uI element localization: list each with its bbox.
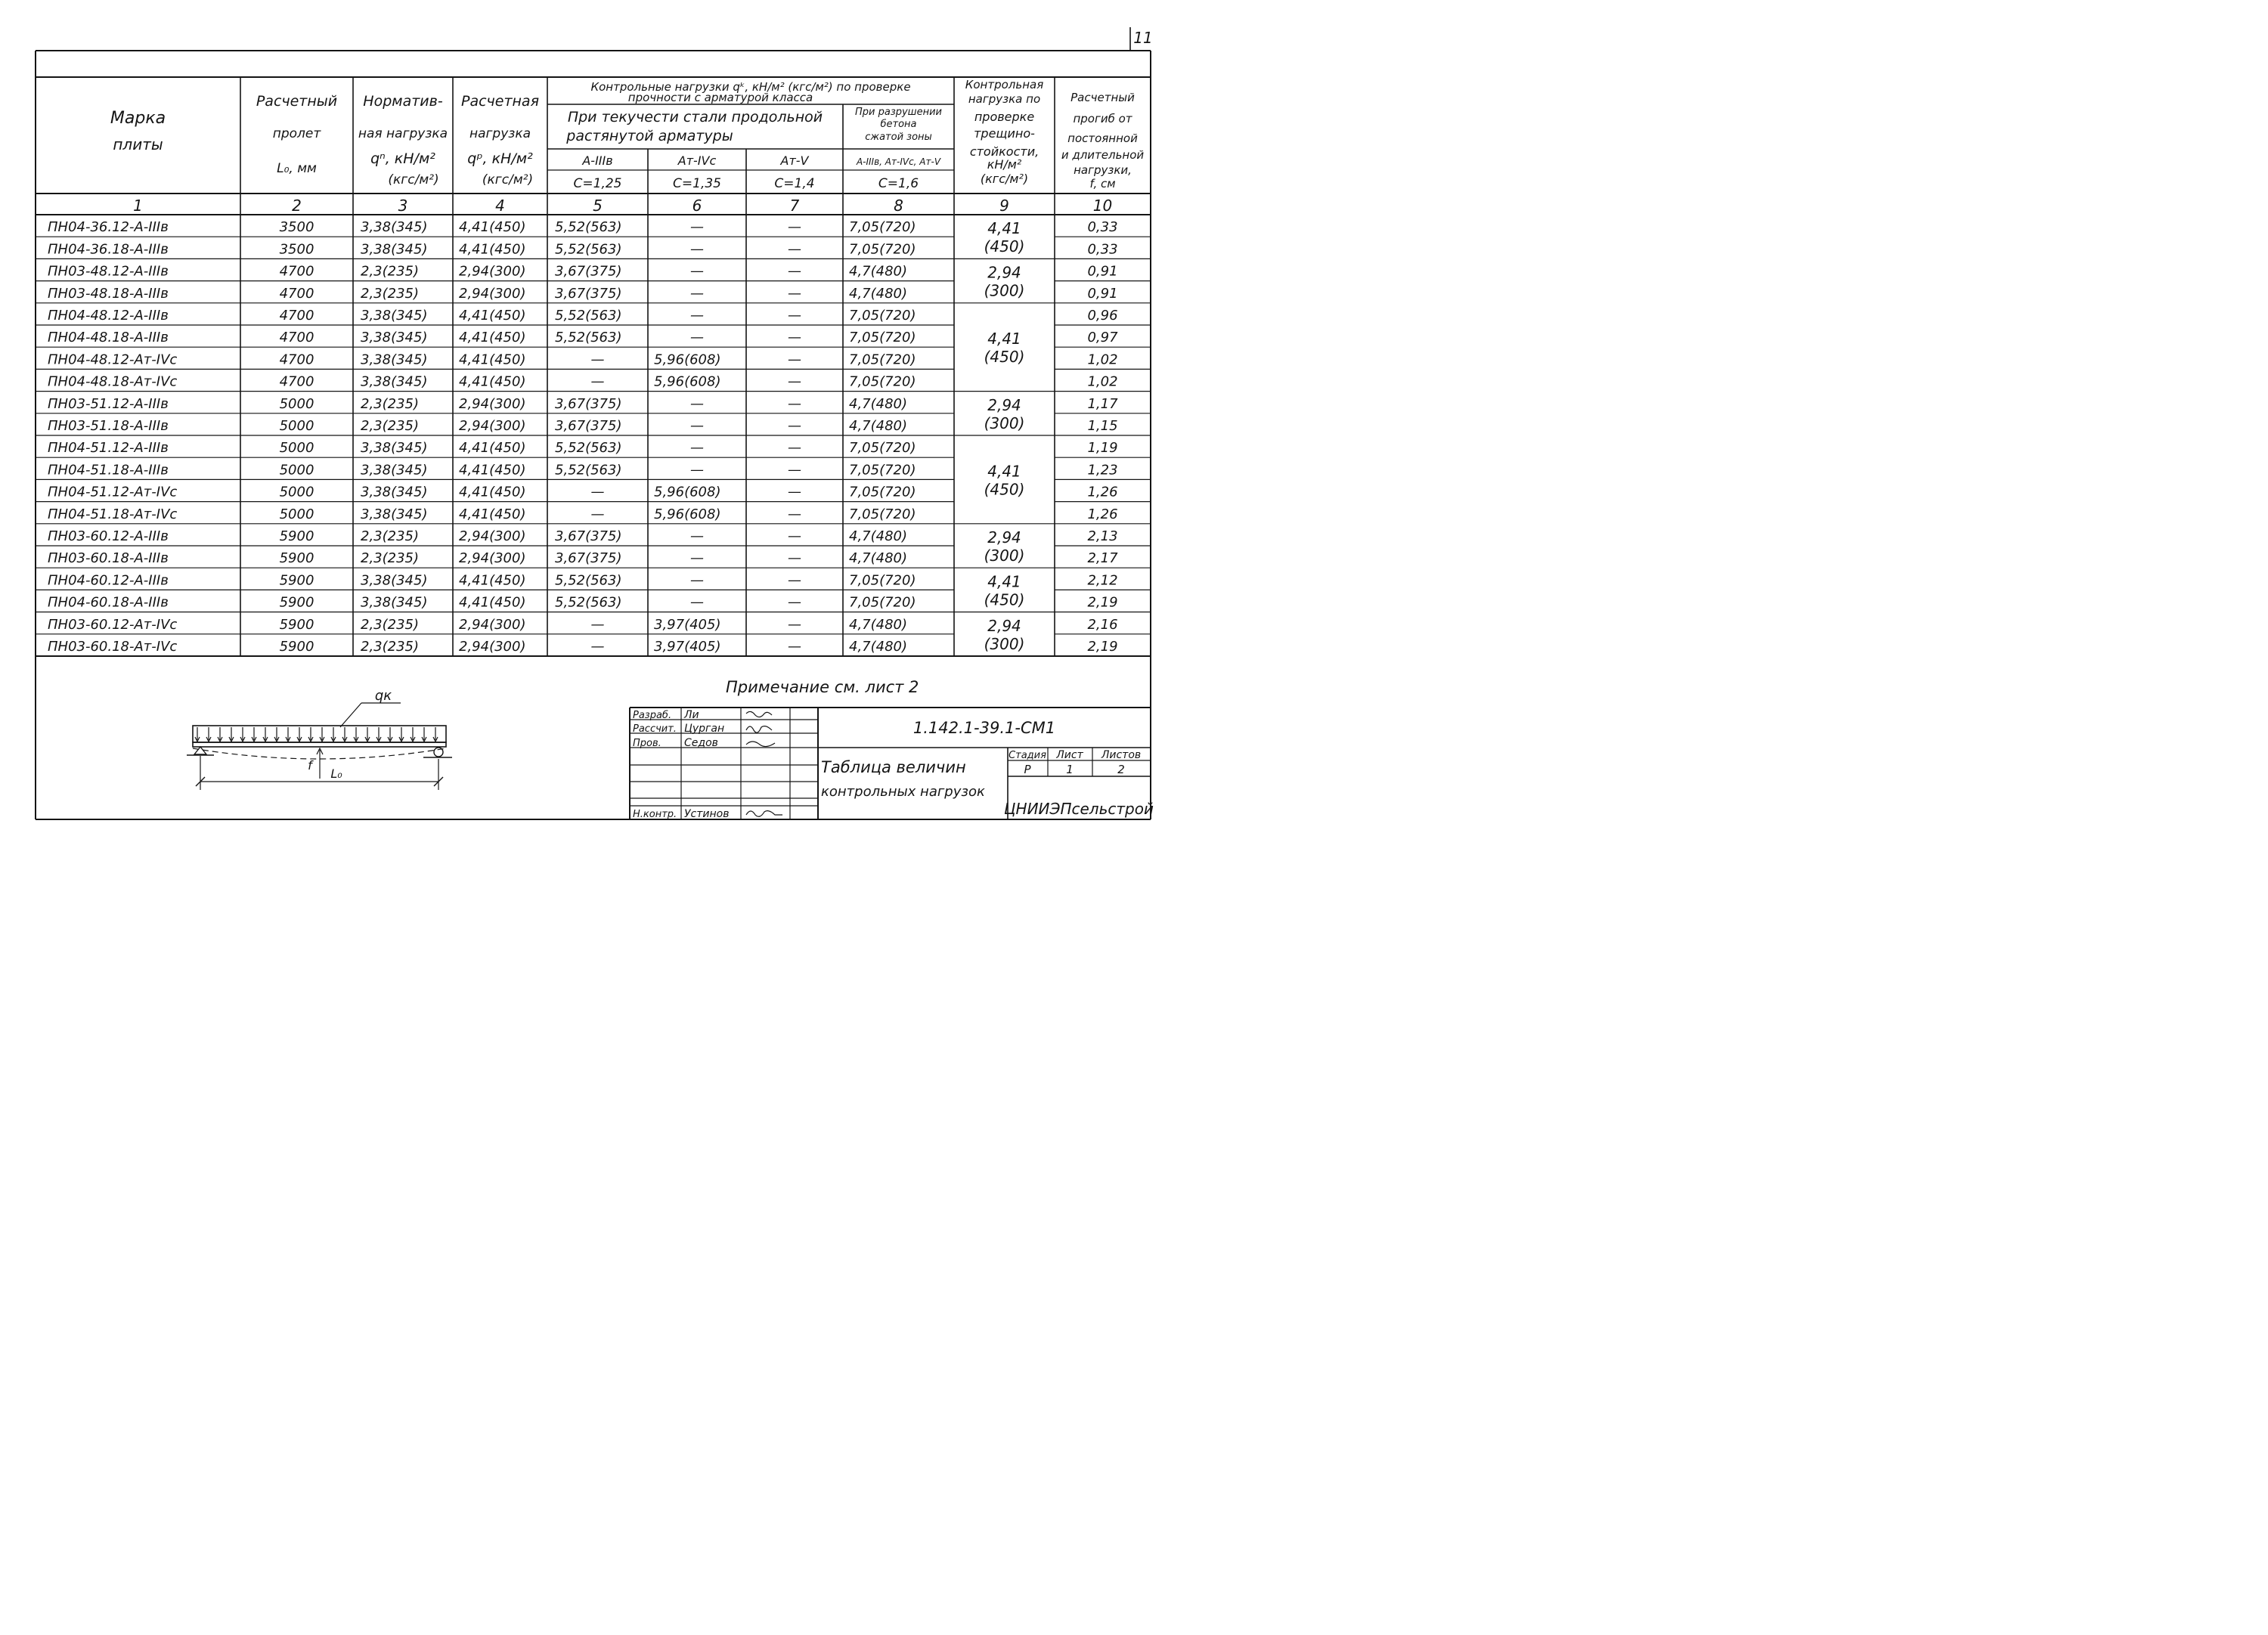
column-number: 5 — [593, 197, 603, 215]
span-value: 5000 — [279, 506, 314, 522]
plate-mark: ПН03-60.18-А-IIIв — [48, 550, 169, 567]
design-load: 4,41(450) — [459, 330, 526, 346]
header-text: Норматив- — [363, 93, 443, 110]
header-text: Ат-V — [780, 153, 809, 168]
header-text: проверке — [974, 110, 1035, 124]
header-text: При текучести стали продольной — [567, 109, 823, 125]
control-load-at4: — — [690, 263, 704, 280]
control-load-a3: — — [590, 373, 605, 390]
span-value: 3500 — [279, 219, 314, 236]
drawing-sheet — [0, 0, 1185, 854]
roller-support — [434, 748, 443, 757]
control-load-crush: 4,7(480) — [849, 550, 908, 567]
column-number: 6 — [692, 197, 702, 215]
design-load: 4,41(450) — [459, 440, 526, 457]
span-value: 5000 — [279, 395, 314, 412]
span-label: L₀ — [330, 766, 342, 781]
control-load-at5: — — [788, 395, 801, 412]
normative-load: 3,38(345) — [361, 330, 428, 346]
plate-mark: ПН04-51.18-А-IIIв — [48, 462, 169, 478]
control-load-at5: — — [788, 219, 801, 236]
span-value: 5900 — [279, 594, 314, 611]
header-text: плиты — [113, 135, 163, 153]
stamp-role: Н.контр. — [633, 809, 677, 820]
header-text: Расчетный — [256, 93, 338, 110]
control-load-at4: 3,97(405) — [654, 639, 721, 655]
beam — [193, 742, 446, 747]
control-load-at5: — — [788, 285, 801, 302]
load-table — [0, 0, 1185, 854]
design-load: 2,94(300) — [459, 395, 526, 412]
crack-load-value: 2,94 — [987, 395, 1021, 414]
crack-load-value: 4,41 — [987, 462, 1021, 481]
control-load-at5: — — [788, 308, 801, 324]
plate-mark: ПН04-48.18-Ат-IVс — [48, 373, 178, 390]
load-label: qк — [374, 688, 392, 704]
header-text: (кгс/м²) — [980, 172, 1029, 186]
plate-mark: ПН03-60.12-А-IIIв — [48, 528, 169, 544]
deflection-value: 2,13 — [1087, 528, 1118, 544]
stage-value: Р — [1024, 763, 1031, 776]
control-load-at5: — — [788, 528, 801, 544]
span-value: 4700 — [279, 351, 314, 368]
crack-load-unit: (450) — [984, 480, 1025, 499]
header-text: При разрушении — [855, 107, 942, 118]
deflection-value: 1,23 — [1087, 462, 1118, 478]
control-load-at5: — — [788, 440, 801, 457]
crack-load-unit: (300) — [984, 413, 1025, 432]
control-load-crush: 7,05(720) — [849, 308, 916, 324]
control-load-crush: 7,05(720) — [849, 572, 916, 589]
control-load-at5: — — [788, 373, 801, 390]
control-load-a3: — — [590, 639, 605, 655]
span-value: 4700 — [279, 285, 314, 302]
crack-load-unit: (450) — [984, 348, 1025, 367]
control-load-crush: 7,05(720) — [849, 440, 916, 457]
design-load: 4,41(450) — [459, 572, 526, 589]
deflection-value: 0,33 — [1087, 241, 1118, 258]
plate-mark: ПН04-51.12-Ат-IVс — [48, 484, 178, 500]
normative-load: 3,38(345) — [361, 440, 428, 457]
normative-load: 3,38(345) — [361, 241, 428, 258]
crack-load-unit: (300) — [984, 281, 1025, 300]
control-load-at4: — — [690, 241, 704, 258]
column-number: 1 — [133, 197, 143, 215]
doc-title: контрольных нагрузок — [821, 784, 985, 800]
sheet-number: 11 — [1133, 29, 1153, 47]
column-number: 3 — [398, 197, 408, 215]
control-load-at5: — — [788, 263, 801, 280]
control-load-a3: 5,52(563) — [555, 219, 622, 236]
crack-load-value: 4,41 — [987, 330, 1021, 348]
control-load-a3: 5,52(563) — [555, 572, 622, 589]
crack-load-value: 2,94 — [987, 616, 1021, 635]
plate-mark: ПН04-60.12-А-IIIв — [48, 572, 169, 589]
normative-load: 3,38(345) — [361, 308, 428, 324]
crack-load-unit: (300) — [984, 634, 1025, 653]
span-value: 3500 — [279, 241, 314, 258]
header-text: нагрузки, — [1074, 163, 1132, 177]
crack-load-unit: (450) — [984, 237, 1025, 256]
control-load-a3: 5,52(563) — [555, 594, 622, 611]
span-value: 5900 — [279, 528, 314, 544]
column-number: 10 — [1092, 197, 1113, 215]
control-load-at5: — — [788, 616, 801, 633]
control-load-at5: — — [788, 484, 801, 500]
control-load-crush: 7,05(720) — [849, 484, 916, 500]
plate-mark: ПН03-51.18-А-IIIв — [48, 418, 169, 434]
plate-mark: ПН04-51.18-Ат-IVс — [48, 506, 178, 522]
header-text: трещино- — [974, 126, 1035, 141]
span-value: 4700 — [279, 373, 314, 390]
crack-load-unit: (300) — [984, 547, 1025, 565]
design-load: 4,41(450) — [459, 308, 526, 324]
deflection-value: 0,91 — [1087, 263, 1118, 280]
control-load-crush: 4,7(480) — [849, 395, 908, 412]
control-load-at4: — — [690, 572, 704, 589]
span-value: 5900 — [279, 616, 314, 633]
control-load-a3: — — [590, 351, 605, 368]
plate-mark: ПН03-48.18-А-IIIв — [48, 285, 169, 302]
control-load-at4: 3,97(405) — [654, 616, 721, 633]
doc-title: Таблица величин — [821, 758, 966, 776]
control-load-a3: 3,67(375) — [555, 528, 622, 544]
control-load-a3: 3,67(375) — [555, 395, 622, 412]
header-text: Ат-IVс — [677, 153, 717, 168]
deflection-value: 1,02 — [1087, 373, 1118, 390]
column-number: 9 — [999, 197, 1009, 215]
header-text: qⁿ, кН/м² — [370, 150, 435, 167]
column-number: 7 — [789, 197, 800, 215]
design-load: 2,94(300) — [459, 263, 526, 280]
control-load-a3: 5,52(563) — [555, 462, 622, 478]
crack-load-value: 4,41 — [987, 572, 1021, 591]
span-value: 5900 — [279, 572, 314, 589]
control-load-a3: 5,52(563) — [555, 440, 622, 457]
control-load-a3: 3,67(375) — [555, 418, 622, 434]
header-text: Расчетная — [460, 93, 540, 110]
crack-load-value: 2,94 — [987, 263, 1021, 282]
control-load-at5: — — [788, 418, 801, 434]
control-load-a3: 3,67(375) — [555, 285, 622, 302]
control-load-at5: — — [788, 550, 801, 567]
normative-load: 3,38(345) — [361, 351, 428, 368]
deflection-label: f — [308, 758, 312, 773]
stage-header: Стадия — [1009, 750, 1046, 761]
control-load-at4: — — [690, 594, 704, 611]
header-text: (кгс/м²) — [482, 172, 534, 187]
control-load-at5: — — [788, 330, 801, 346]
stamp-name: Ли — [684, 709, 699, 721]
header-text: С=1,6 — [878, 176, 919, 191]
header-text: нагрузка — [469, 126, 531, 141]
header-text: нагрузка по — [968, 92, 1041, 106]
header-text: С=1,35 — [673, 176, 721, 191]
control-load-a3: 5,52(563) — [555, 241, 622, 258]
deflection-value: 0,97 — [1087, 330, 1118, 346]
plate-mark: ПН04-36.12-А-IIIв — [48, 219, 169, 236]
control-load-crush: 4,7(480) — [849, 528, 908, 544]
header-text: Расчетный — [1070, 91, 1135, 104]
plate-mark: ПН04-60.18-А-IIIв — [48, 594, 169, 611]
control-load-crush: 7,05(720) — [849, 241, 916, 258]
span-value: 5000 — [279, 462, 314, 478]
normative-load: 3,38(345) — [361, 572, 428, 589]
normative-load: 3,38(345) — [361, 462, 428, 478]
header-text: f, см — [1089, 177, 1116, 190]
design-load: 4,41(450) — [459, 462, 526, 478]
header-text: Контрольная — [965, 78, 1044, 91]
crack-load-value: 2,94 — [987, 528, 1021, 547]
span-value: 5000 — [279, 418, 314, 434]
deflection-value: 2,19 — [1087, 639, 1118, 655]
design-load: 4,41(450) — [459, 351, 526, 368]
crack-load-value: 4,41 — [987, 219, 1021, 238]
control-load-a3: — — [590, 484, 605, 500]
header-text: кН/м² — [987, 157, 1022, 172]
design-load: 2,94(300) — [459, 418, 526, 434]
control-load-crush: 7,05(720) — [849, 506, 916, 522]
header-text: А-IIIв — [582, 153, 613, 168]
control-load-crush: 7,05(720) — [849, 351, 916, 368]
design-load: 4,41(450) — [459, 241, 526, 258]
deflection-value: 2,16 — [1087, 616, 1118, 633]
control-load-at4: — — [690, 330, 704, 346]
header-text: (кгс/м²) — [388, 172, 439, 187]
control-load-at4: — — [690, 308, 704, 324]
design-load: 4,41(450) — [459, 506, 526, 522]
plate-mark: ПН04-48.18-А-IIIв — [48, 330, 169, 346]
span-value: 5000 — [279, 484, 314, 500]
span-value: 4700 — [279, 330, 314, 346]
stamp-role: Разраб. — [633, 710, 672, 721]
control-load-at4: — — [690, 440, 704, 457]
header-text: qᵖ, кН/м² — [467, 150, 533, 167]
sheet-value: 1 — [1066, 763, 1074, 776]
control-load-crush: 4,7(480) — [849, 639, 908, 655]
header-text: Контрольные нагрузки qᵏ, кН/м² (кгс/м²) по проверке — [590, 80, 911, 94]
design-load: 2,94(300) — [459, 616, 526, 633]
control-load-at4: 5,96(608) — [654, 484, 721, 500]
control-load-at4: — — [690, 528, 704, 544]
column-number: 8 — [894, 197, 903, 215]
column-number: 4 — [495, 197, 505, 215]
control-load-at4: — — [690, 550, 704, 567]
normative-load: 3,38(345) — [361, 484, 428, 500]
header-text: L₀, мм — [277, 161, 317, 176]
plate-mark: ПН03-60.12-Ат-IVс — [48, 616, 178, 633]
plate-mark: ПН04-36.18-А-IIIв — [48, 241, 169, 258]
plate-mark: ПН03-48.12-А-IIIв — [48, 263, 169, 280]
control-load-crush: 4,7(480) — [849, 418, 908, 434]
span-value: 4700 — [279, 308, 314, 324]
header-text: прочности с арматурой класса — [627, 91, 813, 104]
control-load-at5: — — [788, 506, 801, 522]
deflection-value: 2,19 — [1087, 594, 1118, 611]
plate-mark: ПН04-51.12-А-IIIв — [48, 440, 169, 457]
control-load-at4: — — [690, 395, 704, 412]
header-text: ная нагрузка — [358, 126, 448, 141]
header-text: растянутой арматуры — [566, 128, 733, 144]
control-load-crush: 7,05(720) — [849, 462, 916, 478]
control-load-at5: — — [788, 639, 801, 655]
plate-mark: ПН03-60.18-Ат-IVс — [48, 639, 178, 655]
control-load-at5: — — [788, 572, 801, 589]
note-text: Примечание см. лист 2 — [726, 678, 919, 696]
design-load: 4,41(450) — [459, 219, 526, 236]
normative-load: 2,3(235) — [361, 550, 420, 567]
normative-load: 2,3(235) — [361, 263, 420, 280]
header-text: стойкости, — [969, 144, 1040, 159]
span-value: 5000 — [279, 440, 314, 457]
control-load-a3: — — [590, 506, 605, 522]
deflection-value: 1,15 — [1087, 418, 1118, 434]
span-value: 5900 — [279, 550, 314, 567]
stamp-role: Пров. — [633, 738, 662, 749]
deflection-value: 2,17 — [1087, 550, 1118, 567]
design-load: 2,94(300) — [459, 550, 526, 567]
header-text: С=1,4 — [774, 176, 815, 191]
normative-load: 2,3(235) — [361, 616, 420, 633]
control-load-at5: — — [788, 594, 801, 611]
crack-load-unit: (450) — [984, 590, 1025, 609]
control-load-crush: 7,05(720) — [849, 219, 916, 236]
stamp-name: Седов — [684, 737, 718, 749]
header-text: Марка — [110, 109, 166, 128]
control-load-crush: 4,7(480) — [849, 263, 908, 280]
design-load: 4,41(450) — [459, 594, 526, 611]
deflection-value: 0,91 — [1087, 285, 1118, 302]
normative-load: 2,3(235) — [361, 639, 420, 655]
header-text: С=1,25 — [573, 176, 622, 191]
plate-mark: ПН04-48.12-Ат-IVс — [48, 351, 178, 368]
deflection-value: 2,12 — [1087, 572, 1118, 589]
control-load-at5: — — [788, 241, 801, 258]
normative-load: 2,3(235) — [361, 395, 420, 412]
normative-load: 3,38(345) — [361, 373, 428, 390]
load-leader — [340, 703, 361, 727]
normative-load: 3,38(345) — [361, 594, 428, 611]
control-load-at4: — — [690, 219, 704, 236]
design-load: 2,94(300) — [459, 285, 526, 302]
control-load-at5: — — [788, 462, 801, 478]
header-text: и длительной — [1061, 148, 1145, 162]
normative-load: 3,38(345) — [361, 506, 428, 522]
plate-mark: ПН03-51.12-А-IIIв — [48, 395, 169, 412]
header-text: прогиб от — [1073, 112, 1132, 125]
stamp-name: Цурган — [684, 723, 725, 735]
stamp-role: Рассчит. — [633, 723, 677, 735]
header-text: пролет — [272, 126, 321, 141]
organization: ЦНИИЭПсельстрой — [1004, 800, 1154, 818]
stamp-name: Устинов — [684, 808, 730, 820]
deflection-value: 0,33 — [1087, 219, 1118, 236]
deflection-value: 1,17 — [1087, 395, 1118, 412]
control-load-at4: 5,96(608) — [654, 351, 721, 368]
normative-load: 3,38(345) — [361, 219, 428, 236]
control-load-a3: 3,67(375) — [555, 263, 622, 280]
header-text: постоянной — [1067, 132, 1138, 145]
control-load-at4: — — [690, 462, 704, 478]
control-load-at4: 5,96(608) — [654, 373, 721, 390]
span-value: 5900 — [279, 639, 314, 655]
control-load-a3: 5,52(563) — [555, 308, 622, 324]
sheets-value: 2 — [1117, 763, 1125, 776]
control-load-a3: 3,67(375) — [555, 550, 622, 567]
deflection-value: 1,02 — [1087, 351, 1118, 368]
control-load-at4: — — [690, 285, 704, 302]
deflection-value: 0,96 — [1087, 308, 1118, 324]
span-value: 4700 — [279, 263, 314, 280]
deflection-value: 1,26 — [1087, 484, 1118, 500]
control-load-a3: — — [590, 616, 605, 633]
deflection-value: 1,26 — [1087, 506, 1118, 522]
control-load-at4: — — [690, 418, 704, 434]
normative-load: 2,3(235) — [361, 285, 420, 302]
column-number: 2 — [292, 197, 302, 215]
control-load-at4: 5,96(608) — [654, 506, 721, 522]
design-load: 4,41(450) — [459, 373, 526, 390]
control-load-crush: 7,05(720) — [849, 373, 916, 390]
control-load-crush: 4,7(480) — [849, 285, 908, 302]
control-load-a3: 5,52(563) — [555, 330, 622, 346]
sheets-header: Листов — [1101, 749, 1142, 761]
normative-load: 2,3(235) — [361, 418, 420, 434]
header-text: А-IIIв, Ат-IVс, Ат-V — [856, 156, 941, 167]
design-load: 2,94(300) — [459, 528, 526, 544]
doc-code: 1.142.1-39.1-СМ1 — [912, 719, 1056, 737]
header-text: сжатой зоны — [865, 132, 932, 143]
design-load: 4,41(450) — [459, 484, 526, 500]
plate-mark: ПН04-48.12-А-IIIв — [48, 308, 169, 324]
deflection-value: 1,19 — [1087, 440, 1118, 457]
normative-load: 2,3(235) — [361, 528, 420, 544]
control-load-crush: 4,7(480) — [849, 616, 908, 633]
design-load: 2,94(300) — [459, 639, 526, 655]
header-text: бетона — [880, 119, 917, 130]
sheet-header: Лист — [1056, 749, 1083, 761]
control-load-crush: 7,05(720) — [849, 594, 916, 611]
control-load-crush: 7,05(720) — [849, 330, 916, 346]
control-load-at5: — — [788, 351, 801, 368]
